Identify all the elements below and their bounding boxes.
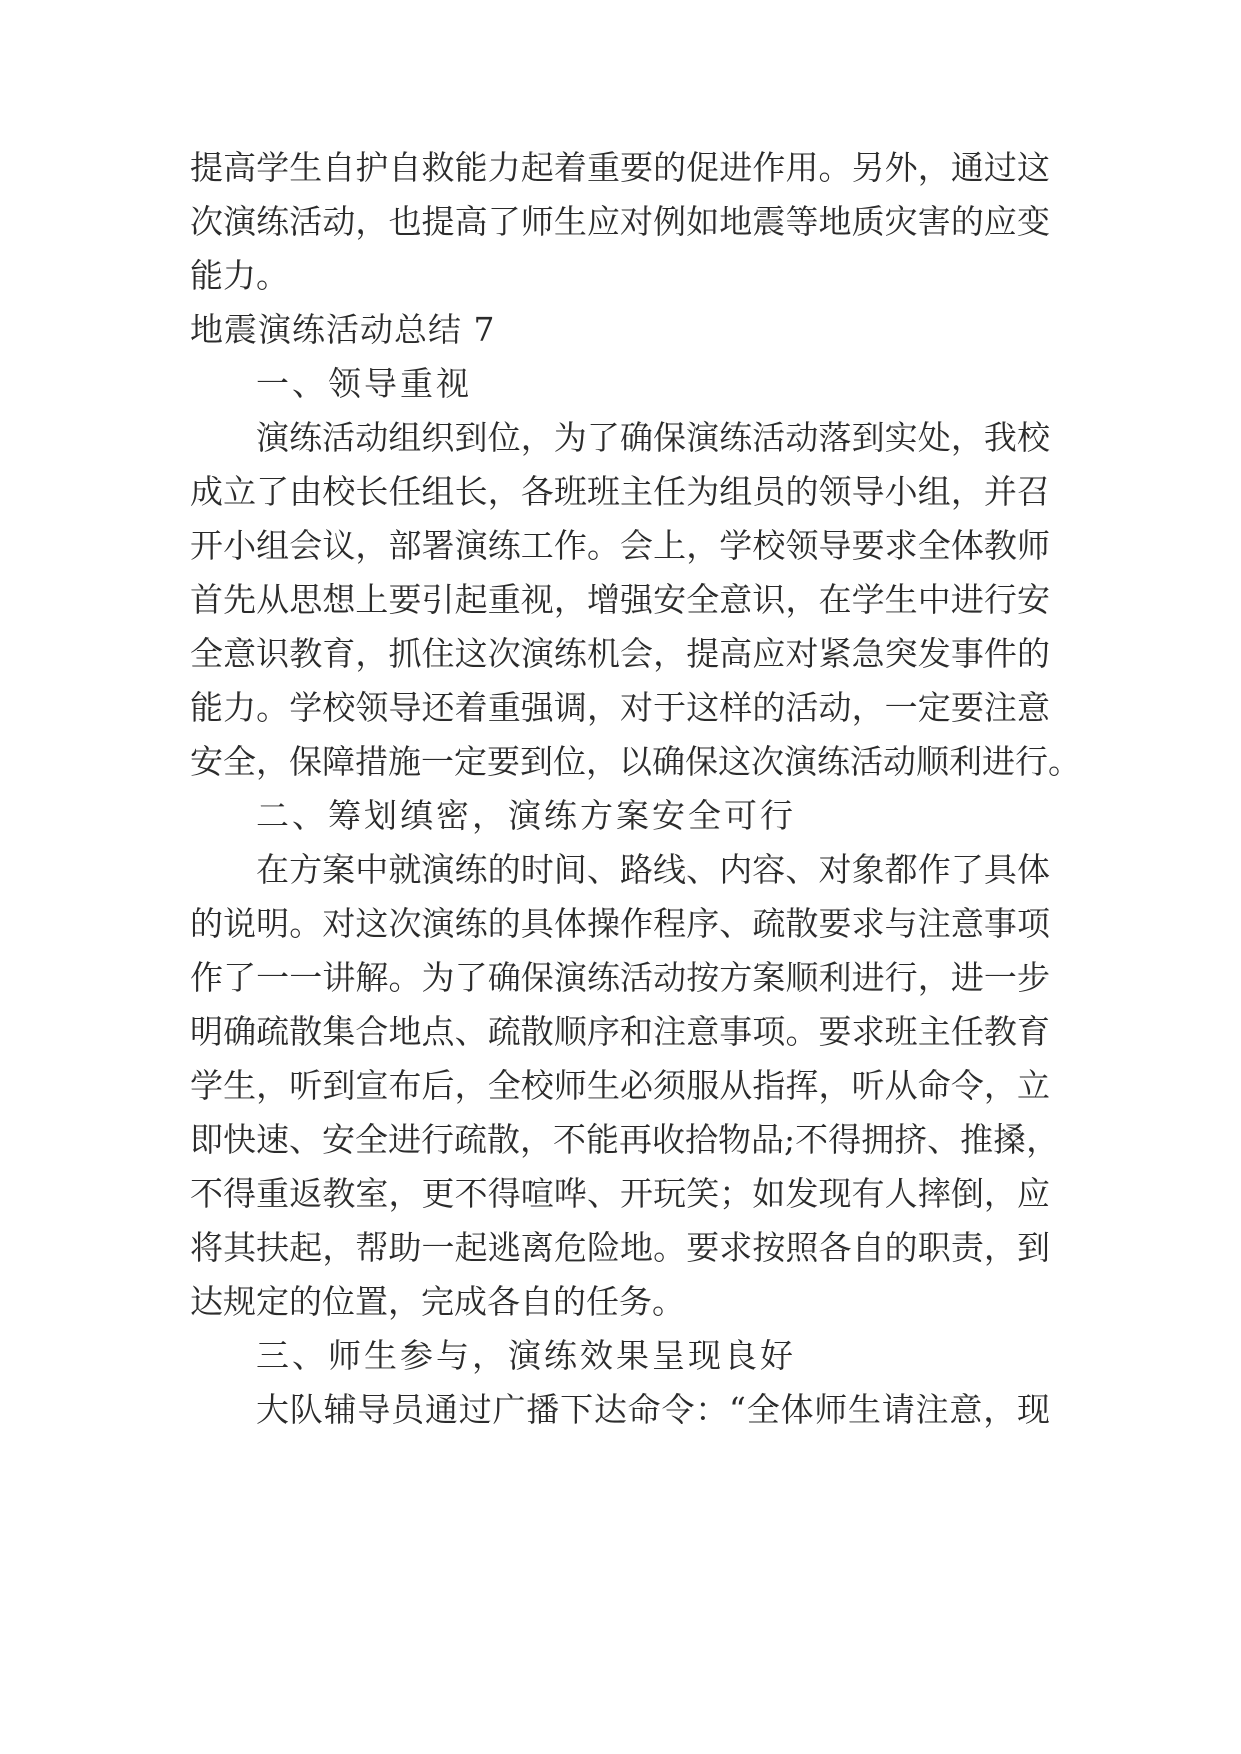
paragraph-line: 作了一一讲解。为了确保演练活动按方案顺利进行，进一步 xyxy=(190,958,1050,997)
section-heading: 一、领导重视 xyxy=(256,364,472,403)
paragraph-line: 的说明。对这次演练的具体操作程序、疏散要求与注意事项 xyxy=(190,904,1050,943)
paragraph-line: 开小组会议，部署演练工作。会上，学校领导要求全体教师 xyxy=(190,526,1050,565)
paragraph-line: 将其扶起，帮助一起逃离危险地。要求按照各自的职责，到 xyxy=(190,1228,1050,1267)
paragraph-line: 不得重返教室，更不得喧哗、开玩笑；如发现有人摔倒，应 xyxy=(190,1174,1050,1213)
paragraph-line: 大队辅导员通过广播下达命令：“全体师生请注意，现 xyxy=(256,1390,1050,1429)
section-heading: 二、筹划缜密，演练方案安全可行 xyxy=(256,796,796,835)
paragraph-line: 明确疏散集合地点、疏散顺序和注意事项。要求班主任教育 xyxy=(190,1012,1050,1051)
paragraph-line: 全意识教育，抓住这次演练机会，提高应对紧急突发事件的 xyxy=(190,634,1050,673)
paragraph-line: 学生，听到宣布后，全校师生必须服从指挥，听从命令，立 xyxy=(190,1066,1050,1105)
paragraph-line: 成立了由校长任组长，各班班主任为组员的领导小组，并召 xyxy=(190,472,1050,511)
paragraph-line: 在方案中就演练的时间、路线、内容、对象都作了具体 xyxy=(256,850,1050,889)
paragraph-line: 演练活动组织到位，为了确保演练活动落到实处，我校 xyxy=(256,418,1050,457)
paragraph-line: 次演练活动，也提高了师生应对例如地震等地质灾害的应变 xyxy=(190,202,1050,241)
paragraph-line: 能力。 xyxy=(190,256,289,295)
paragraph-line: 首先从思想上要引起重视，增强安全意识，在学生中进行安 xyxy=(190,580,1050,619)
paragraph-line: 提高学生自护自救能力起着重要的促进作用。另外，通过这 xyxy=(190,148,1050,187)
section-heading: 三、师生参与，演练效果呈现良好 xyxy=(256,1336,796,1375)
section-title: 地震演练活动总结 7 xyxy=(190,310,496,349)
paragraph-line: 达规定的位置，完成各自的任务。 xyxy=(190,1282,685,1321)
paragraph-line: 能力。学校领导还着重强调，对于这样的活动，一定要注意 xyxy=(190,688,1050,727)
paragraph-line: 即快速、安全进行疏散，不能再收拾物品;不得拥挤、推搡， xyxy=(190,1120,1060,1159)
paragraph-line: 安全，保障措施一定要到位，以确保这次演练活动顺利进行。 xyxy=(190,742,1081,781)
